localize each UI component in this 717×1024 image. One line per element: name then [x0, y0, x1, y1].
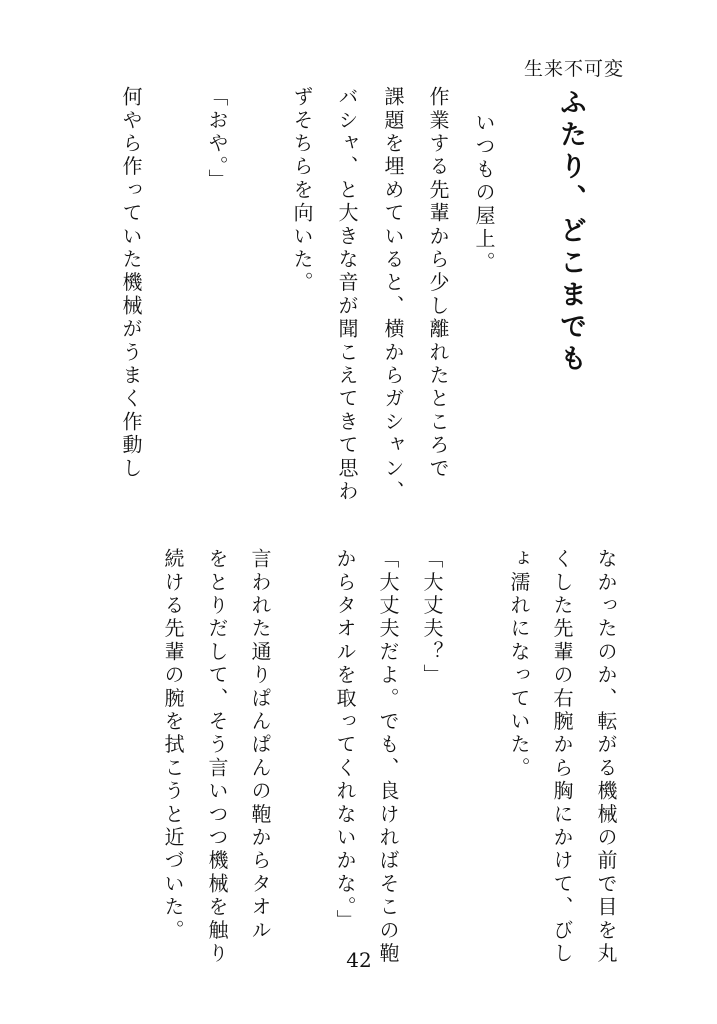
dialogue-line: 「大丈夫？」 [420, 548, 444, 688]
page-number: 42 [346, 948, 372, 972]
subtitle: 生来不可変 [524, 58, 625, 80]
paragraph-line: 作業する先輩から少し離れたところで [426, 86, 450, 481]
paragraph-line: なかったのか、転がる機械の前で目を丸 [594, 548, 618, 966]
paragraph-line: ょ濡れになっていた。 [507, 548, 531, 780]
paragraph-line: 言われた通りぱんぱんの鞄からタオル [248, 548, 272, 943]
paragraph-line: 課題を埋めていると、横からガシャン、 [381, 86, 405, 504]
paragraph-line: をとりだして、そう言いつつ機械を触り [205, 548, 229, 966]
paragraph-line: ずそちらを向いた。 [290, 86, 314, 295]
paragraph-line: 何やら作っていた機械がうまく作動し [119, 86, 143, 481]
paragraph-line: いつもの屋上。 [472, 112, 496, 275]
dialogue-line: 「おや。」 [205, 86, 229, 192]
paragraph-line: くした先輩の右腕から胸にかけて、びし [550, 548, 574, 966]
story-title: ふたり、どこまでも [555, 88, 586, 376]
paragraph-line: バシャ、と大きな音が聞こえてきて思わ [335, 86, 359, 504]
dialogue-line: 「大丈夫だよ。でも、良ければそこの鞄 [376, 548, 400, 966]
paragraph-line: 続ける先輩の腕を拭こうと近づいた。 [161, 548, 185, 943]
dialogue-line: からタオルを取ってくれないかな。」 [333, 548, 357, 933]
